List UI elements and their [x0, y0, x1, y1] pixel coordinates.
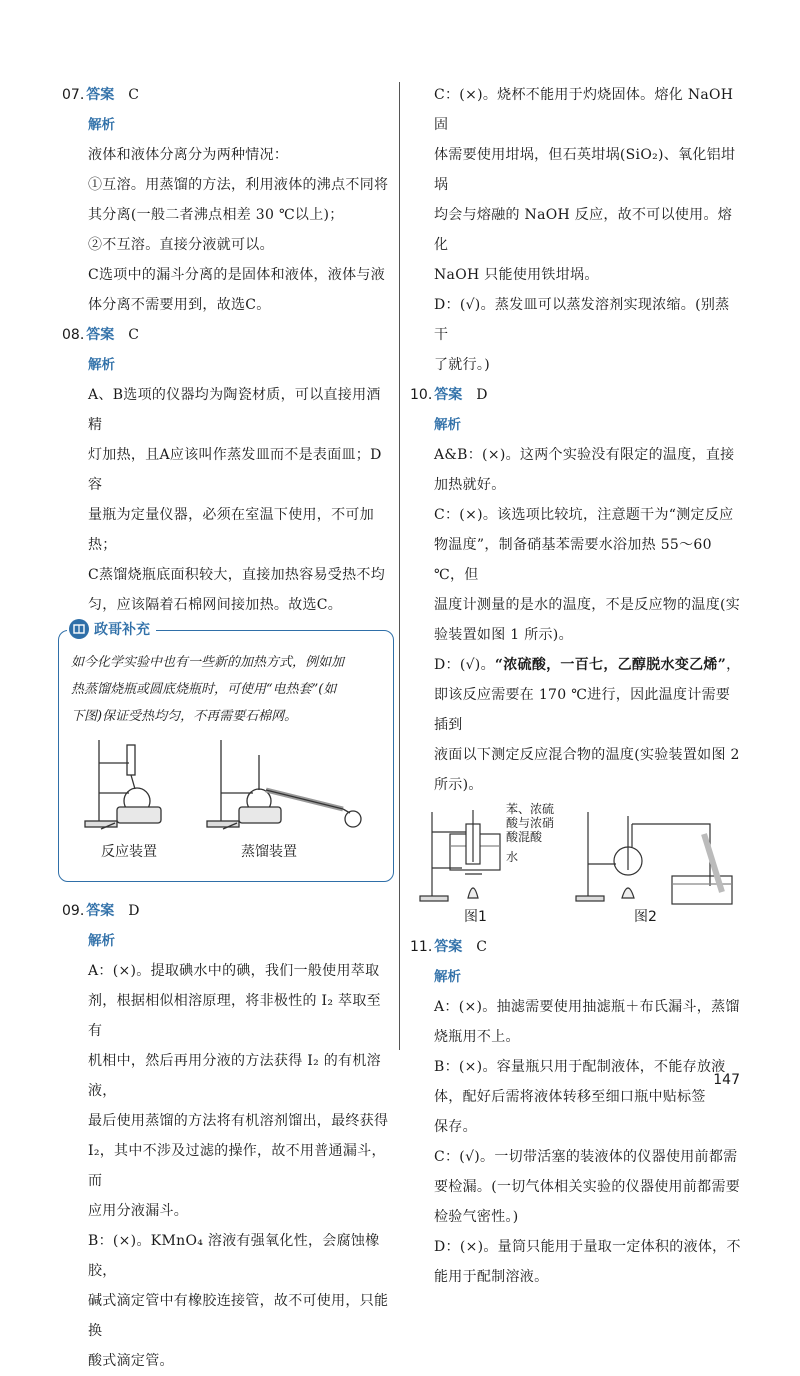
fig1-label-line2: 酸与浓硝 [506, 816, 555, 830]
q07-number: 07. [62, 87, 85, 103]
q08-answer: C [128, 327, 139, 343]
supplement-text [71, 649, 385, 730]
q09-cont-line: NaOH 只能使用铁坩埚。 [434, 267, 599, 283]
q07-answer-label: 答案 [86, 87, 115, 103]
q09-line: 应用分液漏斗。 [88, 1203, 189, 1219]
q09-line: 机相中，然后再用分液的方法获得 I₂ 的有机溶液， [88, 1053, 381, 1099]
q11-line: 体，配好后需将液体转移至细口瓶中贴标签 [434, 1089, 706, 1105]
q11-line: A：(×)。抽滤需要使用抽滤瓶＋布氏漏斗，蒸馏 [434, 999, 740, 1015]
q10-d-prefix: D：(√)。 [434, 657, 495, 673]
q10-d-mnemonic: “浓硫酸，一百七，乙醇脱水变乙烯” [494, 657, 727, 673]
q10-line: 加热就好。 [434, 477, 506, 493]
q10-header [410, 380, 742, 410]
q09-line: A：(×)。提取碘水中的碘，我们一般使用萃取 [88, 963, 380, 979]
q07-line: ②不互溶。直接分液就可以。 [88, 237, 274, 253]
q11-number: 11. [410, 939, 433, 955]
q11-line: 检验气密性。) [434, 1209, 519, 1225]
q09-line: 剂，根据相似相溶原理，将非极性的 I₂ 萃取至有 [88, 993, 381, 1039]
q09-header [62, 896, 392, 926]
column-divider [399, 82, 400, 1050]
q11-analysis-label: 解析 [434, 969, 461, 985]
q08-header [62, 320, 392, 350]
caption-distill: 蒸馏装置 [241, 844, 297, 860]
q07-header [62, 80, 392, 110]
q09-cont-line: 了就行。) [434, 357, 490, 373]
supplement-title-text: 政哥补充 [94, 622, 150, 638]
q11-line: B：(×)。容量瓶只用于配制液体，不能存放液 [434, 1059, 726, 1075]
caption-reaction: 反应装置 [101, 844, 157, 860]
q10-line: 所示)。 [434, 777, 483, 793]
q09-cont-line: D：(√)。蒸发皿可以蒸发溶剂实现浓缩。(别蒸干 [434, 297, 730, 343]
supplement-line: 下图)保证受热均匀，不再需要石棉网。 [71, 709, 298, 724]
q10-line: 物温度”，制备硝基苯需要水浴加热 55～60 ℃，但 [434, 537, 712, 583]
q11-answer-label: 答案 [434, 939, 463, 955]
q10-line: 验装置如图 1 所示)。 [434, 627, 573, 643]
q11-header [410, 932, 742, 962]
q10-d-suffix: ， [726, 657, 741, 673]
q08-number: 08. [62, 327, 85, 343]
q08-line: 匀，应该隔着石棉网间接加热。故选C。 [88, 597, 343, 613]
q08-line: 灯加热，且A应该叫作蒸发皿而不是表面皿；D容 [88, 447, 382, 493]
q09-number: 09. [62, 903, 85, 919]
q09-continued [410, 80, 742, 380]
fig1-caption: 图1 [464, 909, 487, 925]
q09-line: 酸式滴定管。 [88, 1353, 174, 1369]
q08-line: 量瓶为定量仪器，必须在室温下使用，不可加热； [88, 507, 374, 553]
q08-line: A、B选项的仪器均为陶瓷材质，可以直接用酒精 [88, 387, 381, 433]
q11-line: 保存。 [434, 1119, 477, 1135]
q09-line: I₂，其中不涉及过滤的操作，故不用普通漏斗，而 [88, 1143, 386, 1189]
q10-figures [410, 802, 742, 932]
q10-line: 温度计测量的是水的温度，不是反应物的温度(实 [434, 597, 741, 613]
q08-answer-label: 答案 [86, 327, 115, 343]
q11-line: 能用于配制溶液。 [434, 1269, 549, 1285]
q08-body [62, 380, 392, 620]
right-column [410, 80, 742, 1292]
q07-line: ①互溶。用蒸馏的方法，利用液体的沸点不同将 [88, 177, 389, 193]
q10-line: 即该反应需要在 170 ℃进行，因此温度计需要插到 [434, 687, 731, 733]
q10-d-line [434, 650, 742, 680]
q11-answer: C [476, 939, 487, 955]
fig1-label-line1: 苯、浓硫 [506, 802, 555, 816]
fig1-label-water: 水 [506, 850, 519, 864]
q09-analysis-label: 解析 [88, 933, 115, 949]
supplement-line: 如今化学实验中也有一些新的加热方式，例如加 [71, 655, 345, 670]
book-icon [69, 619, 89, 639]
supplement-title [67, 619, 156, 639]
q10-line: C：(×)。该选项比较坑，注意题干为“测定反应 [434, 507, 734, 523]
q10-analysis-label: 解析 [434, 417, 461, 433]
apparatus-drawing [71, 735, 381, 835]
q10-line: 液面以下测定反应混合物的温度(实验装置如图 2 [434, 747, 740, 763]
fig1-label-line3: 酸混酸 [506, 830, 543, 844]
q07-line: 液体和液体分离分为两种情况： [88, 147, 289, 163]
supplement-box [58, 622, 394, 882]
q07-line: 体分离不需要用到，故选C。 [88, 297, 271, 313]
q09-line: B：(×)。KMnO₄ 溶液有强氧化性，会腐蚀橡胶， [88, 1233, 380, 1279]
q10-body [410, 440, 742, 800]
q10-answer: D [476, 387, 488, 403]
q11-line: C：(√)。一切带活塞的装液体的仪器使用前都需 [434, 1149, 738, 1165]
q09-cont-line: 均会与熔融的 NaOH 反应，故不可以使用。熔化 [434, 207, 733, 253]
q09-answer-label: 答案 [86, 903, 115, 919]
q09-cont-line: C：(×)。烧杯不能用于灼烧固体。熔化 NaOH 固 [434, 87, 734, 133]
fig2-caption: 图2 [634, 909, 657, 925]
q11-body [410, 992, 742, 1292]
q10-answer-label: 答案 [434, 387, 463, 403]
q09-line: 碱式滴定管中有橡胶连接管，故不可使用，只能换 [88, 1293, 389, 1339]
q09-body [62, 956, 392, 1376]
q10-number: 10. [410, 387, 433, 403]
left-column [62, 80, 392, 1376]
page-number: 147 [713, 1072, 740, 1088]
heating-mantle-figure [71, 735, 381, 860]
q07-answer: C [128, 87, 139, 103]
q11-line: 要检漏。(一切气体相关实验的仪器使用前都需要 [434, 1179, 741, 1195]
q09-line: 最后使用蒸馏的方法将有机溶剂馏出，最终获得 [88, 1113, 389, 1129]
q07-analysis-label: 解析 [88, 117, 115, 133]
q08-analysis-label: 解析 [88, 357, 115, 373]
q08-line: C蒸馏烧瓶底面积较大，直接加热容易受热不均 [88, 567, 386, 583]
supplement-line: 热蒸馏烧瓶或圆底烧瓶时，可使用“电热套”(如 [71, 682, 337, 697]
q10-apparatus-drawing [410, 806, 742, 916]
q07-line: C选项中的漏斗分离的是固体和液体，液体与液 [88, 267, 386, 283]
q11-line: D：(×)。量筒只能用于量取一定体积的液体，不 [434, 1239, 741, 1255]
q10-line: A&B：(×)。这两个实验没有限定的温度，直接 [434, 447, 735, 463]
q09-answer: D [128, 903, 140, 919]
q07-body [62, 140, 392, 320]
q07-line: 其分离(一般二者沸点相差 30 ℃以上)； [88, 207, 344, 223]
q11-line: 烧瓶用不上。 [434, 1029, 520, 1045]
q09-cont-line: 体需要使用坩埚，但石英坩埚(SiO₂)、氧化铝坩埚 [434, 147, 736, 193]
